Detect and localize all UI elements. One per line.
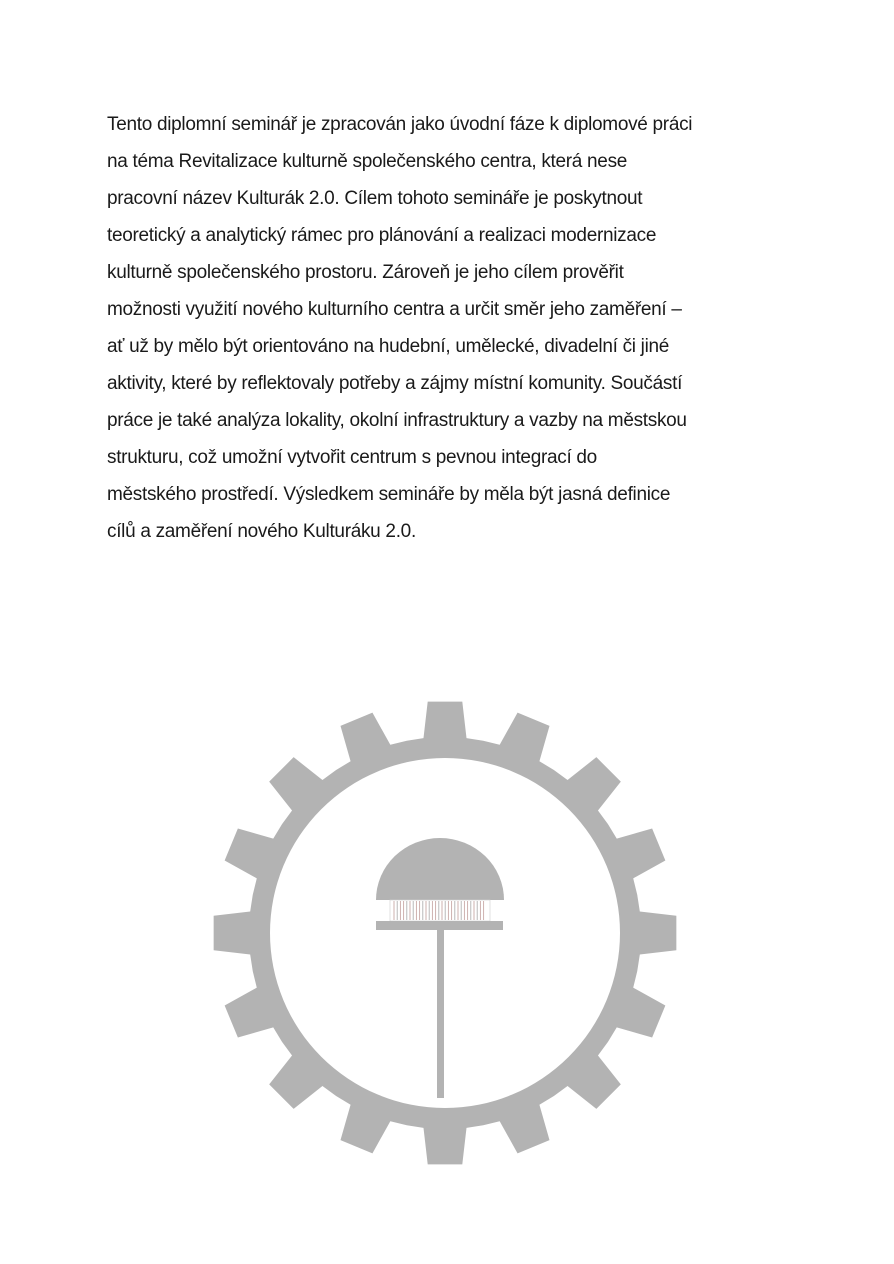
platform bbox=[376, 921, 503, 930]
paragraph-line: ať už by mělo být orientováno na hudební, umělecké, divadelní či jiné bbox=[107, 336, 670, 357]
dome-shape bbox=[376, 838, 504, 900]
paragraph-line: aktivity, které by reflektovaly potřeby a zájmy místní komunity. Součástí bbox=[107, 373, 683, 394]
paragraph-line: práce je také analýza lokality, okolní infrastruktury a vazby na městskou bbox=[107, 410, 687, 431]
paragraph-line: městského prostředí. Výsledkem semináře by měla být jasná definice bbox=[107, 484, 671, 505]
paragraph-line: kulturně společenského prostoru. Zároveň je jeho cílem prověřit bbox=[107, 262, 624, 283]
paragraph-line: strukturu, což umožní vytvořit centrum s pevnou integrací do bbox=[107, 447, 597, 468]
paragraph-line: pracovní název Kulturák 2.0. Cílem tohoto semináře je poskytnout bbox=[107, 188, 643, 209]
paragraph-line: možnosti využití nového kulturního centra a určit směr jeho zaměření – bbox=[107, 299, 682, 320]
paragraph-line: na téma Revitalizace kulturně společenského centra, která nese bbox=[107, 151, 628, 172]
paragraph-line: teoretický a analytický rámec pro plánování a realizaci modernizace bbox=[107, 225, 657, 246]
colonnade-band bbox=[390, 900, 490, 921]
intro-paragraph bbox=[107, 106, 797, 550]
gear-ring bbox=[214, 702, 677, 1165]
paragraph-line: Tento diplomní seminář je zpracován jako úvodní fáze k diplomové práci bbox=[107, 114, 693, 135]
gear-with-dome-tower-icon bbox=[210, 700, 680, 1170]
tower-stem bbox=[437, 930, 444, 1098]
paragraph-line: cílů a zaměření nového Kulturáku 2.0. bbox=[107, 521, 416, 542]
